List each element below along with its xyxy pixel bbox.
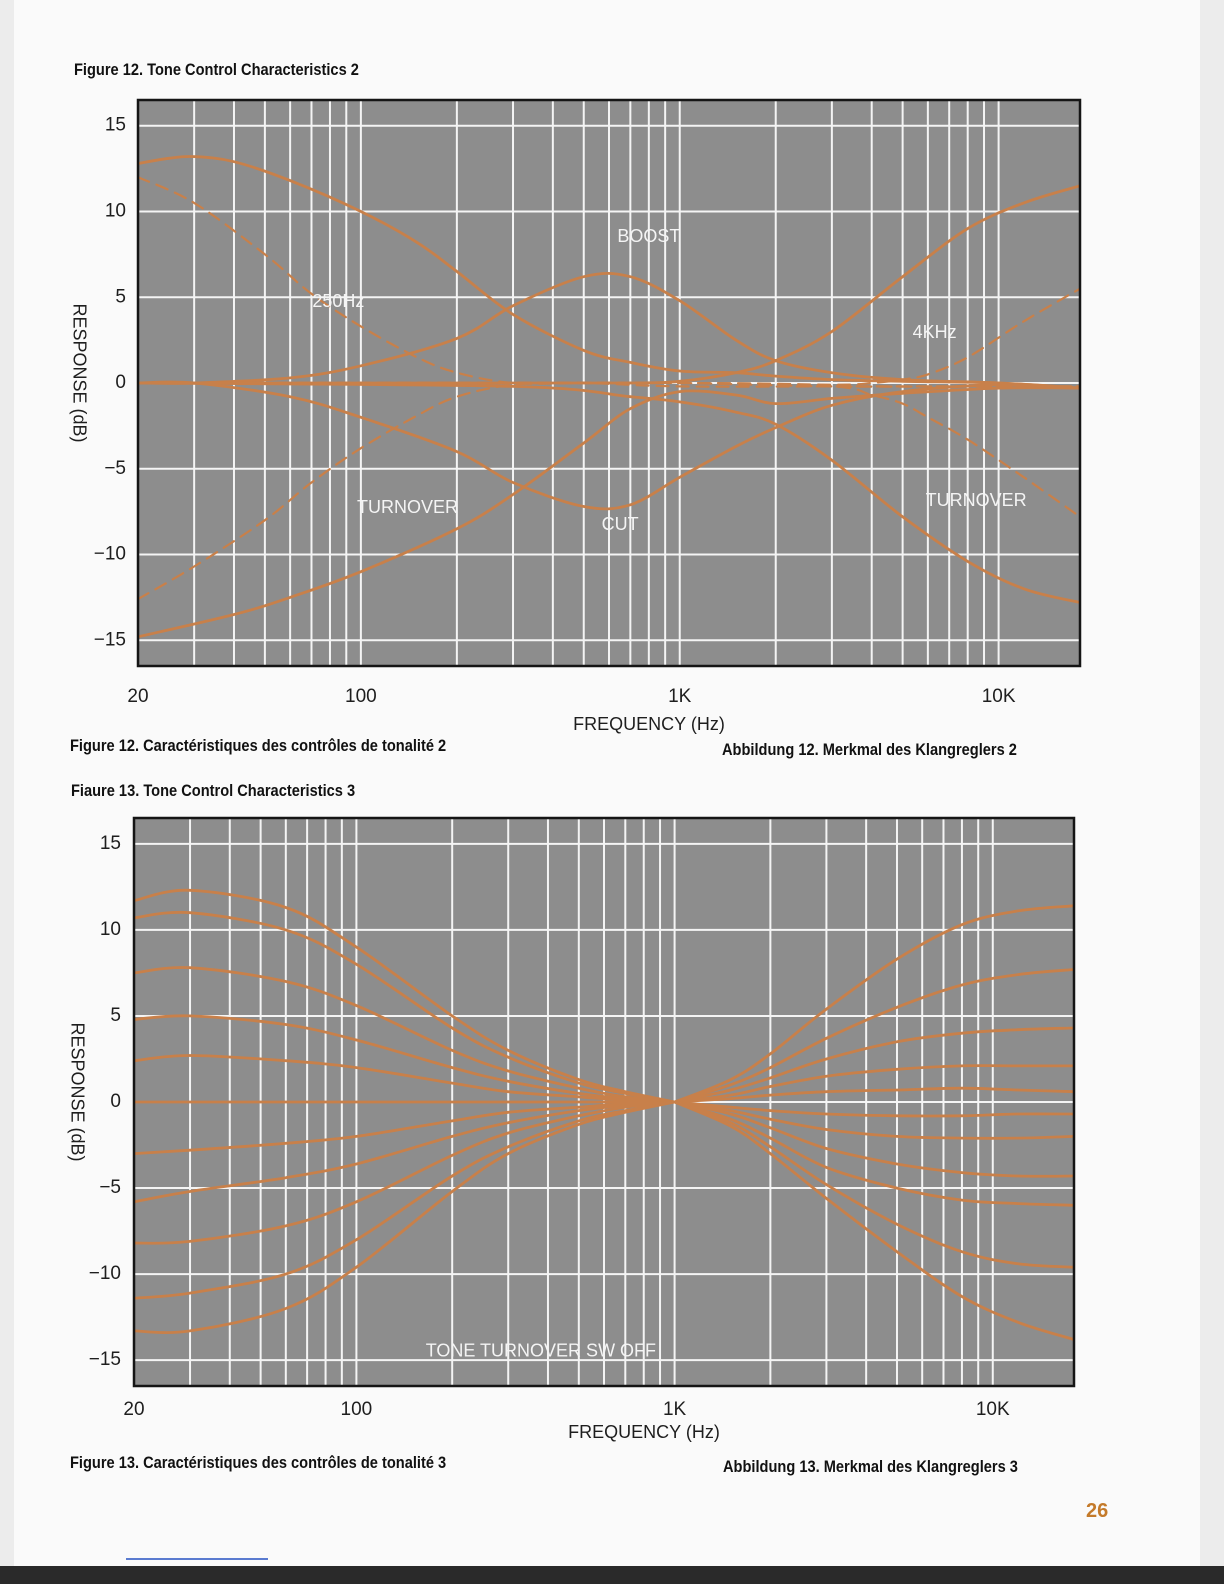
annotation-label-2: 4KHz — [912, 322, 957, 343]
y-axis-label: RESPONSE (dB) — [69, 303, 90, 443]
x-tick-label-2: 1K — [662, 1399, 687, 1421]
y-tick-label-2: 5 — [110, 1004, 121, 1026]
y-tick-label-0: 15 — [104, 114, 126, 136]
y-tick-label-5: −10 — [93, 543, 126, 565]
x-axis-label: FREQUENCY (Hz) — [568, 1421, 720, 1442]
y-tick-label-1: 10 — [99, 918, 121, 940]
annotation-label-4: CUT — [601, 514, 639, 535]
figure-13-title: Fiaure 13. Tone Control Characteristics 3 — [71, 781, 356, 800]
y-tick-label-1: 10 — [104, 200, 126, 222]
y-tick-label-0: 15 — [99, 832, 121, 854]
annotation-label-0: TONE TURNOVER SW OFF — [425, 1340, 657, 1361]
figure-12-title: Figure 12. Tone Control Characteristics 2 — [74, 60, 359, 79]
x-tick-label-1: 100 — [340, 1399, 373, 1421]
y-tick-label-6: −15 — [93, 629, 126, 651]
figure-13-caption-fr: Figure 13. Caractéristiques des contrôles de tonalité 3 — [70, 1453, 447, 1472]
y-tick-label-2: 5 — [115, 286, 126, 308]
annotation-label-0: BOOST — [617, 225, 681, 246]
y-tick-label-4: −5 — [104, 457, 126, 479]
x-tick-label-3: 10K — [975, 1399, 1010, 1421]
y-axis-label: RESPONSE (dB) — [67, 1022, 88, 1162]
y-tick-label-4: −5 — [99, 1177, 121, 1199]
x-tick-label-0: 20 — [127, 686, 149, 708]
x-tick-label-2: 1K — [668, 686, 692, 708]
x-axis-label: FREQUENCY (Hz) — [573, 713, 725, 734]
figure-12-caption-fr: Figure 12. Caractéristiques des contrôles de tonalité 2 — [70, 736, 447, 755]
y-tick-label-3: 0 — [115, 372, 126, 394]
figure-13-caption-de: Abbildung 13. Merkmal des Klangreglers 3 — [723, 1457, 1018, 1476]
annotation-label-1: 250Hz — [312, 291, 365, 312]
figure-12-caption-de: Abbildung 12. Merkmal des Klangreglers 2 — [722, 740, 1017, 759]
bottom-edge — [0, 1566, 1224, 1584]
y-tick-label-6: −15 — [88, 1349, 121, 1371]
annotation-label-3: TURNOVER — [356, 496, 458, 517]
y-tick-label-5: −10 — [88, 1263, 121, 1285]
x-tick-label-3: 10K — [981, 686, 1016, 708]
x-tick-label-0: 20 — [123, 1399, 145, 1421]
y-tick-label-3: 0 — [110, 1091, 121, 1113]
underline-mark — [126, 1558, 268, 1560]
x-tick-label-1: 100 — [345, 686, 377, 708]
page-number: 26 — [1086, 1500, 1109, 1522]
annotation-label-5: TURNOVER — [925, 490, 1027, 511]
